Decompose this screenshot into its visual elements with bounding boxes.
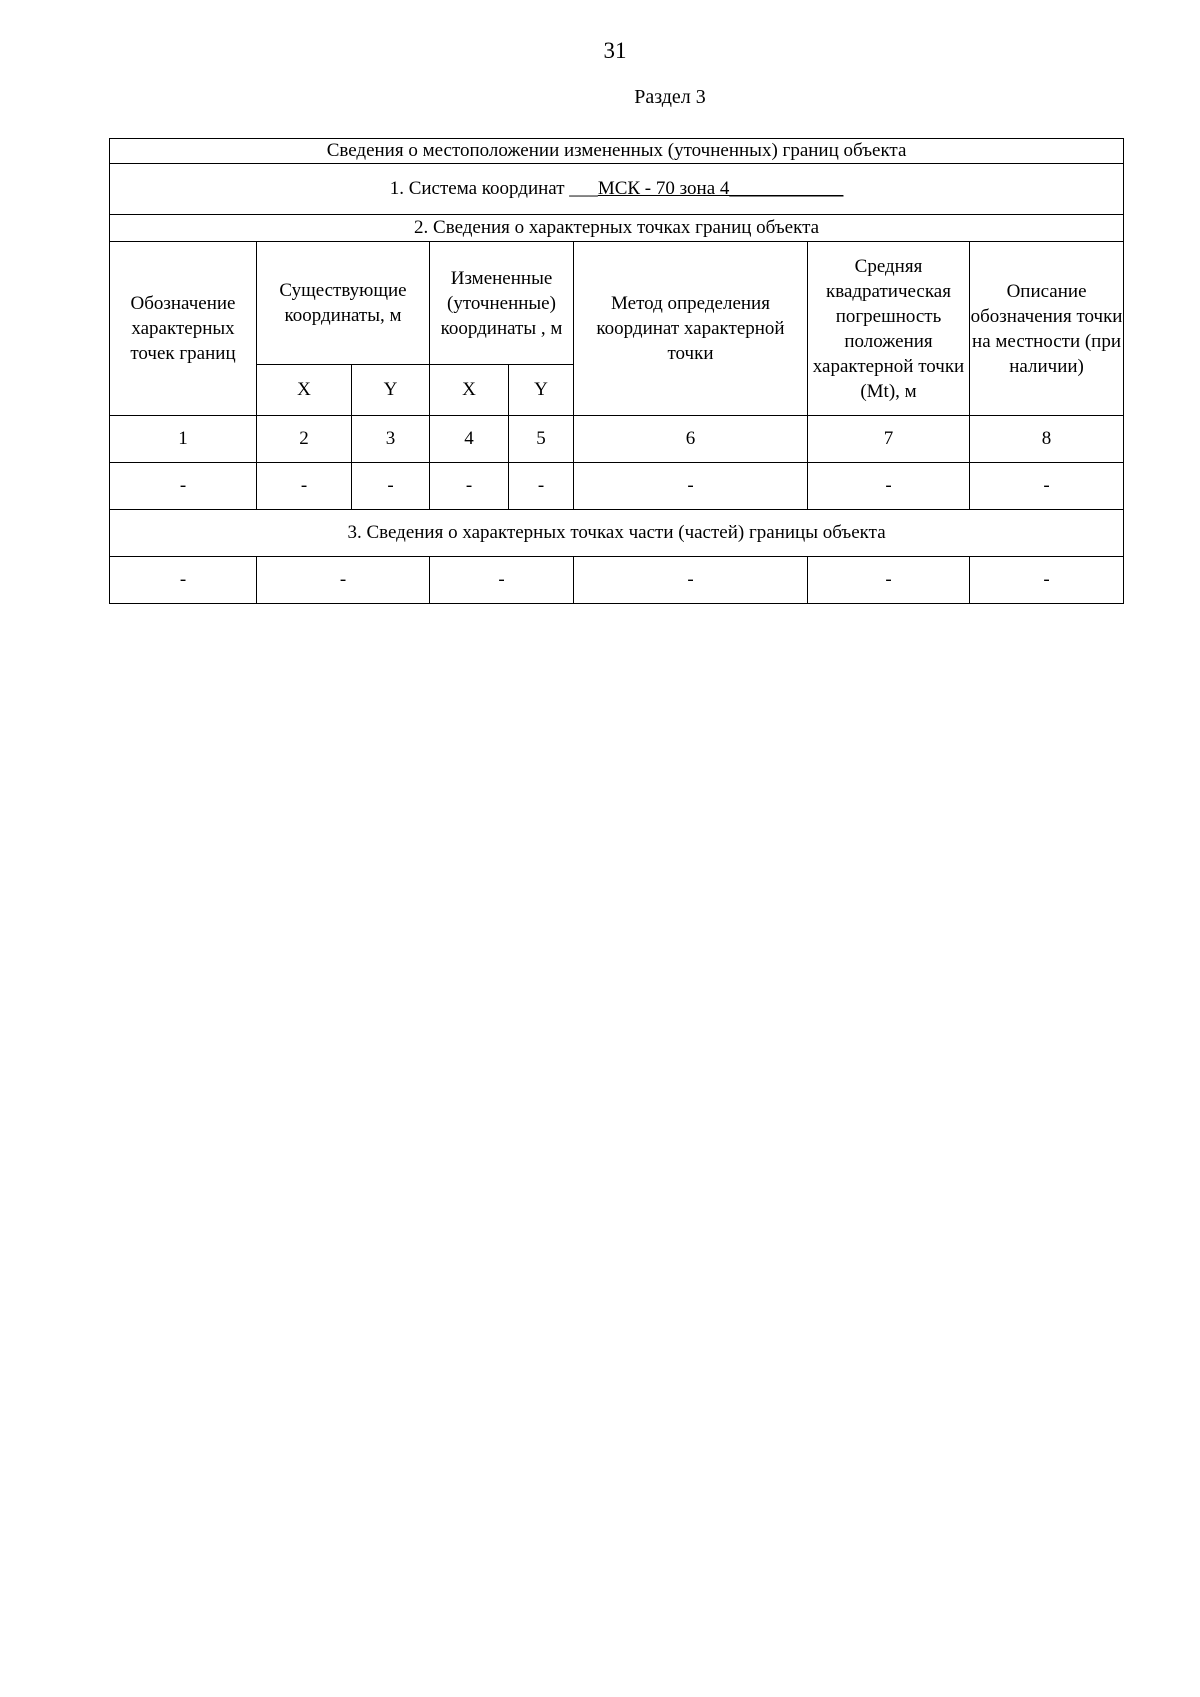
column-number: 8 xyxy=(970,416,1124,463)
header-row xyxy=(110,242,1124,365)
coord-system-row xyxy=(110,164,1124,215)
header-y-changed: Y xyxy=(509,365,574,416)
table-cell: - xyxy=(110,557,257,604)
table-cell: - xyxy=(257,463,352,510)
header-x-changed: X xyxy=(430,365,509,416)
column-number: 7 xyxy=(808,416,970,463)
table-cell: - xyxy=(430,463,509,510)
page-number: 31 xyxy=(603,38,627,63)
header-existing-coords: Существующие координаты, м xyxy=(257,242,430,365)
table-cell: - xyxy=(110,463,257,510)
table-cell: - xyxy=(257,557,430,604)
coord-system-label: 1. Система координат ___ xyxy=(389,178,598,199)
column-number: 1 xyxy=(110,416,257,463)
section-title: Раздел 3 xyxy=(634,86,706,108)
table-cell: - xyxy=(574,463,808,510)
boundary-table xyxy=(109,138,1124,604)
coord-system-cell xyxy=(110,164,1124,215)
table-cell: - xyxy=(970,557,1124,604)
table-title: Сведения о местоположении измененных (уточненных) границ объекта xyxy=(110,139,1124,164)
table-row xyxy=(110,463,1124,510)
table-cell: - xyxy=(430,557,574,604)
column-number: 4 xyxy=(430,416,509,463)
table-cell: - xyxy=(970,463,1124,510)
column-number: 6 xyxy=(574,416,808,463)
column-number: 2 xyxy=(257,416,352,463)
header-x-existing: X xyxy=(257,365,352,416)
table-row xyxy=(110,557,1124,604)
header-method: Метод определения координат характерной точки xyxy=(574,242,808,416)
table-cell: - xyxy=(574,557,808,604)
header-error: Средняя квадратическая погрешность положения характерной точки (Mt), м xyxy=(808,242,970,416)
table-cell: - xyxy=(509,463,574,510)
column-number: 3 xyxy=(352,416,430,463)
header-designation: Обозначение характерных точек границ xyxy=(110,242,257,416)
header-changed-coords: Измененные (уточненные) координаты , м xyxy=(430,242,574,365)
table-title-row xyxy=(110,139,1124,164)
table-cell: - xyxy=(808,463,970,510)
header-y-existing: Y xyxy=(352,365,430,416)
points-title-row xyxy=(110,215,1124,242)
coord-system-value: МСК - 70 зона 4____________ xyxy=(597,178,844,199)
parts-title-row xyxy=(110,510,1124,557)
header-description: Описание обозначения точки на местности (при наличии) xyxy=(970,242,1124,416)
column-number-row xyxy=(110,416,1124,463)
table-cell: - xyxy=(808,557,970,604)
parts-title: 3. Сведения о характерных точках части (частей) границы объекта xyxy=(110,510,1124,557)
points-title: 2. Сведения о характерных точках границ объекта xyxy=(110,215,1124,242)
table-cell: - xyxy=(352,463,430,510)
column-number: 5 xyxy=(509,416,574,463)
